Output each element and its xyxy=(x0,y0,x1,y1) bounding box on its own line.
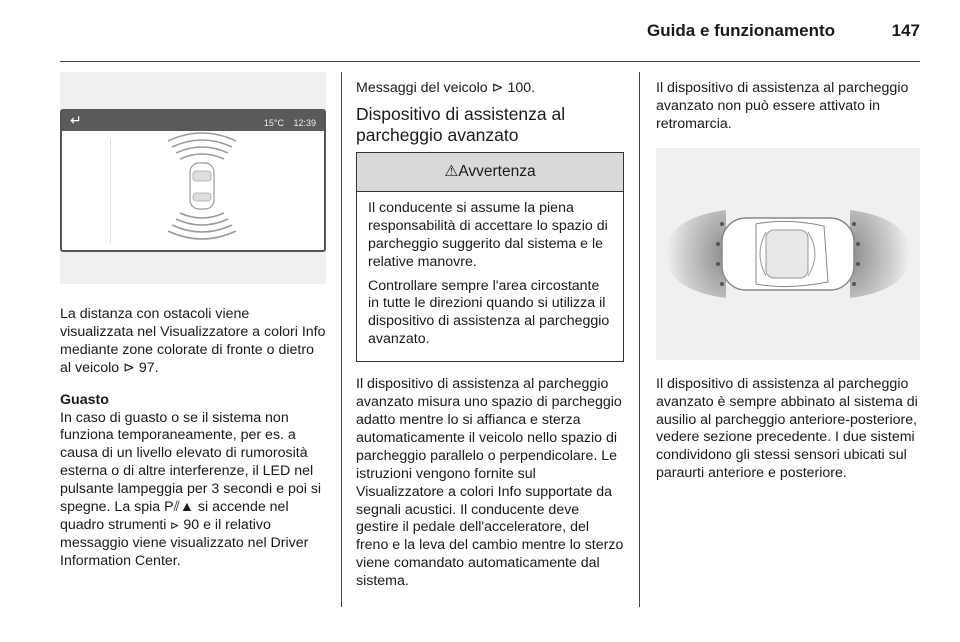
car-sensor-illustration xyxy=(656,148,920,360)
column-divider-1 xyxy=(341,72,342,607)
warning-body xyxy=(357,192,623,361)
car-top-view-icon xyxy=(722,218,854,290)
page-number: 147 xyxy=(891,21,920,40)
fault-description: In caso di guasto o se il sistema non funziona temporaneamente, per es. a causa di un livello elevato di rumorosità esterna o di altre interferenze, il LED nel pulsante lampeggia per 3 secondi e poi si spegne. La spia P⫽▲ si accende nel quadro strumenti ⊳ 90 e il relativo messaggio viene visualizzato nel Driver Information Center. xyxy=(60,409,322,569)
car-top-view-icon xyxy=(190,163,214,209)
display-description: La distanza con ostacoli viene visualizzata nel Visualizzatore a colori Info mediante zone colorate di fronte o dietro al veicolo ⊳ 97. xyxy=(60,306,326,376)
column-divider-2 xyxy=(639,72,640,607)
front-sensor-zone xyxy=(850,210,910,298)
screen-temperature: 15°C xyxy=(263,118,284,128)
combined-system-note: Il dispositivo di assistenza al parcheggio avanzato è sempre abbinato al sistema di ausilio al parcheggio anteriore-posteriore, vedere sezione precedente. I due sistemi condividono gli stessi sensori ubicati sul paraurti anteriore e posteriore. xyxy=(656,375,918,482)
system-description: Il dispositivo di assistenza al parcheggio avanzato misura uno spazio di parcheggio adatto mentre lo si affianca e sterza automaticamente il veicolo nello spazio di parcheggio parallelo o perpendicolare. Le istruzioni vengono fornite sul Visualizzatore a colori Info supportate da segnali acustici. Il conducente deve gestire il pedale dell'acceleratore, del freno e la leva del cambio mentre lo sterzo viene comandato automaticamente dal sistema. xyxy=(356,376,624,590)
header-rule xyxy=(60,61,920,62)
info-display-illustration xyxy=(60,72,326,284)
warning-text-1: Il conducente si assume la piena responsabilità di accettare lo spazio di parcheggio suggerito dal sistema e le relative manovre. xyxy=(368,199,608,270)
fault-heading: Guasto xyxy=(60,391,109,408)
column-2 xyxy=(356,80,624,591)
column-3 xyxy=(656,80,922,483)
screen-clock: 12:39 xyxy=(293,118,316,128)
car-sensor-zones-graphic xyxy=(656,148,920,360)
rear-sensor-zone xyxy=(666,210,726,298)
reverse-note: Il dispositivo di assistenza al parcheggio avanzato non può essere attivato in retromarcia. xyxy=(656,80,909,132)
info-display-screen xyxy=(60,109,326,252)
section-heading: Dispositivo di assistenza al parcheggio avanzato xyxy=(356,103,566,145)
warning-title: ⚠Avvertenza xyxy=(357,153,623,192)
parking-sensor-graphic xyxy=(62,111,324,250)
front-sensor-waves-icon xyxy=(168,133,236,159)
rear-sensor-waves-icon xyxy=(168,213,236,239)
vehicle-messages-reference: Messaggi del veicolo ⊳ 100. xyxy=(356,80,536,96)
warning-text-2: Controllare sempre l'area circostante in tutte le direzioni quando si utilizza il dispositivo di assistenza al parcheggio avanzato. xyxy=(368,277,610,348)
section-title: Guida e funzionamento xyxy=(647,21,835,40)
back-arrow-icon: ↵ xyxy=(70,112,82,128)
warning-box xyxy=(356,152,624,362)
column-1 xyxy=(60,72,326,571)
page-header xyxy=(0,0,960,62)
